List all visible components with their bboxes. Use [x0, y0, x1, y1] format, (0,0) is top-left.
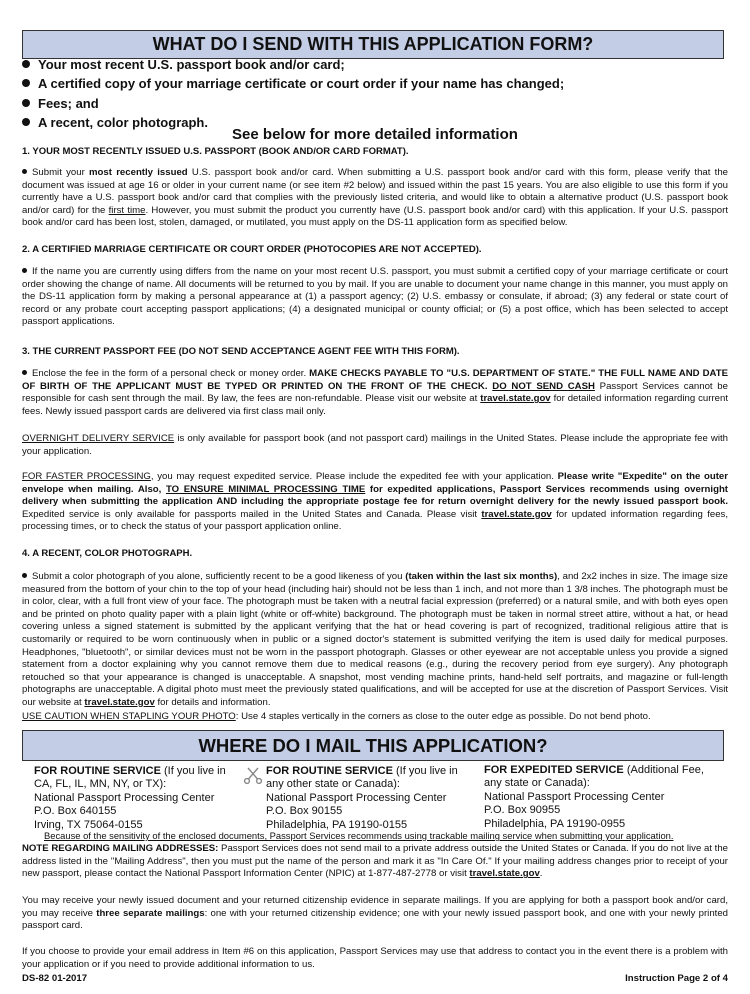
scissors-icon	[243, 766, 263, 786]
page-indicator: Instruction Page 2 of 4	[625, 973, 728, 984]
tracking-note: Because of the sensitivity of the enclosed documents, Passport Services recommends using trackable mailing service when submitting your application.	[44, 830, 674, 841]
bullet-icon	[22, 370, 27, 375]
bullet-icon	[22, 169, 27, 174]
bullet-icon	[22, 573, 27, 578]
bullet-icon	[22, 268, 27, 273]
list-item: A recent, color photograph.	[22, 115, 208, 130]
section-paragraph: FOR FASTER PROCESSING, you may request expedited service. Please include the expedited fee with your application. Please write "Expedite" on the outer envelope when mailing. Also, TO ENSURE MINIMAL PROCESSING TIME for expedited applications, Passport Services recommends using overnight delivery when submitting the application AND including the appropriate postage fee for return overnight delivery for the newly issued passport book. Expedited service is only available for passports mailed in the United States and Canada. Please visit travel.state.gov for updated information regarding fees, processing times, or to check the status of your passport application online.	[22, 471, 729, 533]
separate-mailings-note: You may receive your newly issued document and your returned citizenship evidence in separate mailings. If you are applying for both a passport book and/or card, you may receive three separate mailings: one with your returned citizenship evidence; one with your newly issued passport book, and one with your newly printed passport card.	[22, 895, 728, 932]
section-heading: 2. A CERTIFIED MARRIAGE CERTIFICATE OR COURT ORDER (PHOTOCOPIES ARE NOT ACCEPTED).	[22, 244, 482, 255]
bullet-icon	[22, 99, 30, 107]
section-paragraph: Submit your most recently issued U.S. passport book and/or card. When submitting a U.S. passport book and/or card with this form, please verify that the document was issued at age 16 or older in your current name (or see item #2 below) and issued within the past 15 years. You are also eligible to use this form if you currently have a U.S. passport book and/or card that complies with the previously listed criteria, and would like to obtain a alternative product (U.S. passport book and/or card) for the first time. However, you must submit the product you currently have (U.S. passport book and/or card) with this application. If your U.S. passport book and/or card has been lost, stolen, damaged, or mutilated, you must apply on the DS-11 application form as specified below.	[22, 167, 728, 229]
mail-address-routine-1: FOR ROUTINE SERVICE (If you live in CA, FL, IL, MN, NY, or TX): National Passport Processing Center P.O. Box 640155 Irving, TX 75064-0155	[34, 765, 226, 831]
mail-address-routine-2: FOR ROUTINE SERVICE (If you live in any other state or Canada): National Passport Processing Center P.O. Box 90155 Philadelphia, PA 19190-0155	[266, 765, 458, 831]
mailing-address-note: NOTE REGARDING MAILING ADDRESSES: Passport Services does not send mail to a private address outside the United States or Canada. If you do not live at the address listed in the "Mailing Address", then you must put the name of the person and mark it as "In Care Of." If your mailing address changes prior to receipt of your new passport, please contact the National Passport Information Center (NPIC) at 1-877-487-2778 or visit travel.state.gov.	[22, 843, 728, 880]
mail-address-expedited: FOR EXPEDITED SERVICE (Additional Fee, any state or Canada): National Passport Processing Center P.O. Box 90955 Philadelphia, PA 19190-0955	[484, 764, 704, 830]
section-paragraph: OVERNIGHT DELIVERY SERVICE is only available for passport book (and not passport card) mailings in the United States. Please include the appropriate fee with your application.	[22, 433, 728, 457]
section-paragraph: If the name you are currently using differs from the name on your most recent U.S. passport, you must submit a certified copy of your marriage certificate or court order showing the change of name. All documents will be returned to you by mail. If you are unable to document your name change in this manner, you must apply on the DS-11 application form by making a personal appearance at (1) a passport agency; (2) U.S. embassy or consulate, if abroad; (3) any federal or state court of record or any probate court accepting passport applications; (4) a designated municipal or county official; or (5) a post office, which has been selected to accept passport applications.	[22, 266, 728, 328]
bullet-icon	[22, 118, 30, 126]
header-banner: WHAT DO I SEND WITH THIS APPLICATION FORM?	[22, 30, 724, 59]
bullet-icon	[22, 79, 30, 87]
list-item: Your most recent U.S. passport book and/or card;	[22, 57, 345, 72]
list-item: A certified copy of your marriage certificate or court order if your name has changed;	[22, 76, 564, 91]
website-link[interactable]: travel.state.gov	[480, 393, 551, 405]
list-item: Fees; and	[22, 96, 99, 111]
bullet-icon	[22, 60, 30, 68]
section-heading: 3. THE CURRENT PASSPORT FEE (DO NOT SEND ACCEPTANCE AGENT FEE WITH THIS FORM).	[22, 346, 460, 357]
website-link[interactable]: travel.state.gov	[481, 508, 552, 520]
section-paragraph: Submit a color photograph of you alone, sufficiently recent to be a good likeness of you (taken within the last six months), and 2x2 inches in size. The image size measured from the bottom of your chin to the top of your head (including hair) should not be less than 1 inch, and not more than 1 3/8 inches. The photograph must be in color, clear, with a full front view of your face. The photograph must be taken with a neutral facial expression (preferred) or a natural smile, and with both eyes open and be printed on photo quality paper with a plain light (white or off-white) background. The photograph must be taken in normal street attire, without a hat, or head covering unless a signed statement is submitted by the applicant verifying that the hat or head covering is part of recognized, traditional religious attire that is customarily or required to be worn continuously when in public or a signed doctor's statement is submitted verifying the item is used daily for medical purposes. Headphones, "bluetooth", or similar devices must not be worn in the passport photograph. Glasses or other eyewear are not acceptable unless you provide a signed statement from a doctor explaining why you cannot remove them due to medical reasons (e.g., during the recovery period from eye surgery). Any photograph retouched so that your appearance is changed is unacceptable. A snapshot, most vending machine prints, hand-held self portraits, and magazine or full-length photographs are unacceptable. A digital photo must meet the previously stated qualifications, and will be accepted for use at the discretion of Passport Services. Visit our website at travel.state.gov for details and information.	[22, 571, 728, 708]
section-paragraph: USE CAUTION WHEN STAPLING YOUR PHOTO: Use 4 staples vertically in the corners as close to the outer edge as possible. Do not bend photo.	[22, 711, 651, 722]
website-link[interactable]: travel.state.gov	[84, 696, 155, 708]
section-heading: 4. A RECENT, COLOR PHOTOGRAPH.	[22, 548, 193, 559]
mail-banner: WHERE DO I MAIL THIS APPLICATION?	[22, 730, 724, 761]
section-heading: 1. YOUR MOST RECENTLY ISSUED U.S. PASSPORT (BOOK AND/OR CARD FORMAT).	[22, 146, 409, 157]
subheading: See below for more detailed information	[232, 126, 518, 143]
section-paragraph: Enclose the fee in the form of a personal check or money order. MAKE CHECKS PAYABLE TO "U.S. DEPARTMENT OF STATE." THE FULL NAME AND DATE OF BIRTH OF THE APPLICANT MUST BE TYPED OR PRINTED ON THE FRONT OF THE CHECK. DO NOT SEND CASH Passport Services cannot be responsible for cash sent through the mail. By law, the fees are non-refundable. Please visit our website at travel.state.gov for detailed information regarding current fees. Newly issued passport cards are delivered via first class mail only.	[22, 368, 728, 417]
website-link[interactable]: travel.state.gov	[469, 868, 540, 880]
email-note: If you choose to provide your email address in Item #6 on this application, Passport Services may use that address to contact you in the event there is a problem with your application or if you need to provide additional information to us.	[22, 946, 728, 970]
form-number: DS-82 01-2017	[22, 973, 88, 984]
